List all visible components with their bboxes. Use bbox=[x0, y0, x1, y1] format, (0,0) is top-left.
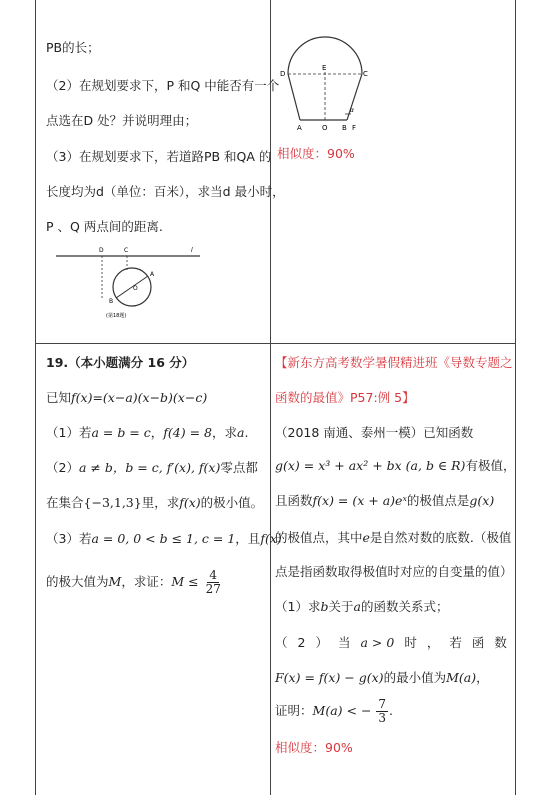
l9-math-b: M(a) < − bbox=[312, 703, 372, 718]
example-line9 bbox=[275, 697, 393, 725]
fig-label-B: B bbox=[342, 124, 347, 132]
problem18-text-line4: （3）在规划要求下，若道路PB 和QA 的 bbox=[46, 149, 272, 164]
p1-math-f: a bbox=[237, 425, 245, 440]
l2-formula: g(x) = x³ + ax² + bx (a, b ∈ R) bbox=[275, 458, 466, 473]
p2-text-d: 在集合 bbox=[46, 495, 84, 510]
example-line6 bbox=[275, 599, 448, 615]
l4-text-c: 是自然对数的底数.（极值 bbox=[369, 530, 512, 545]
l9-end: . bbox=[389, 703, 394, 718]
cell-right-bottom bbox=[271, 344, 515, 795]
p1-text-g: . bbox=[244, 425, 249, 440]
l7-w4: 当 bbox=[337, 635, 351, 650]
fig-label-F: F bbox=[352, 124, 357, 132]
p2-text-f: 里，求 bbox=[141, 495, 180, 510]
p2-math-g: f(x) bbox=[179, 495, 201, 510]
example-line3 bbox=[275, 493, 494, 509]
p3-math-b: a = 0, 0 < b ≤ 1, c = 1 bbox=[91, 531, 236, 546]
problem19-part1 bbox=[46, 425, 248, 441]
l9-text-a: 证明： bbox=[275, 703, 313, 718]
p1-math-b: a = b = c bbox=[91, 425, 151, 440]
fig18-label-O: O bbox=[133, 285, 138, 292]
fraction-7-3 bbox=[376, 698, 388, 725]
source-line1: 【新东方高考数学暑假精进班《导数专题之 bbox=[275, 355, 513, 370]
l7-w6: 时 bbox=[404, 635, 417, 650]
fig18-label-C: C bbox=[124, 247, 129, 254]
fraction-numerator: 4 bbox=[209, 568, 218, 582]
p3-text-c: ，且 bbox=[235, 531, 261, 546]
similarity-score-bottom: 相似度：90% bbox=[275, 740, 353, 755]
source-line2: 函数的最值》P57:例 5】 bbox=[275, 390, 415, 405]
p2-text-c: 零点都 bbox=[220, 460, 258, 475]
l8-text-d: ， bbox=[476, 670, 489, 685]
fig-label-C: C bbox=[363, 70, 368, 78]
example-line1: （2018 南通、泰州一模）已知函数 bbox=[275, 425, 474, 440]
problem19-part2-line2 bbox=[46, 495, 263, 511]
l4-text-a: 的极值点，其中 bbox=[275, 530, 363, 545]
p2-math-e: {−3,1,3} bbox=[83, 495, 142, 510]
fraction-denominator: 27 bbox=[205, 582, 221, 596]
fig18-label-B: B bbox=[109, 298, 114, 305]
table-border-right bbox=[515, 0, 516, 795]
fig-label-E: E bbox=[322, 64, 327, 72]
l3-math-c: g(x) bbox=[469, 493, 495, 508]
fig18-label-D: D bbox=[99, 247, 104, 254]
fig18-label-A: A bbox=[150, 271, 155, 278]
fig-label-A: A bbox=[297, 124, 302, 132]
p1-text-c: ， bbox=[150, 425, 164, 440]
l7-w2: 2 bbox=[297, 635, 306, 650]
p3-math-d: f(x) bbox=[260, 531, 282, 546]
cell-left-top bbox=[36, 0, 285, 343]
cell-left-bottom bbox=[36, 344, 282, 795]
l6-text-c: 关于 bbox=[328, 599, 354, 614]
l3-text-b: 的极值点是 bbox=[406, 493, 470, 508]
l4-math-b: e bbox=[362, 530, 370, 545]
fraction-4-27 bbox=[204, 569, 223, 596]
problem18-text-line2: （2）在规划要求下，P 和Q 中能否有一个 bbox=[46, 78, 280, 93]
fig-label-alpha: α bbox=[350, 107, 354, 114]
l7-w3: ） bbox=[315, 635, 328, 650]
example-line7 bbox=[275, 635, 507, 651]
problem19-part3-line2 bbox=[46, 568, 224, 596]
problem19-part2-line1 bbox=[46, 460, 258, 476]
l7-w9: 函 bbox=[471, 635, 485, 650]
l8-text-b: 的最小值为 bbox=[383, 670, 447, 685]
problem18-figure bbox=[50, 240, 210, 320]
problem19-heading: 19.（本小题满分 16 分） bbox=[46, 355, 195, 370]
problem18-text-line3: 点选在D 处？并说明理由； bbox=[46, 113, 198, 128]
similar-problem-figure bbox=[279, 2, 369, 134]
problem18-text-line5: 长度均为d（单位：百米），求当d 最小时， bbox=[46, 184, 285, 199]
problem19-part3-line1 bbox=[46, 531, 282, 547]
p3-text-a: （3）若 bbox=[46, 531, 92, 546]
example-line5: 点是指函数取得极值时对应的自变量的值） bbox=[275, 564, 513, 579]
l7-w1: （ bbox=[275, 635, 288, 650]
l2-tail: 有极值， bbox=[465, 458, 516, 473]
given-prefix: 已知 bbox=[46, 390, 72, 405]
example-line4 bbox=[275, 530, 511, 546]
p2-text-a: （2） bbox=[46, 460, 79, 475]
p2-text-h: 的极小值。 bbox=[200, 495, 264, 510]
l7-w10: 数 bbox=[494, 635, 507, 650]
problem18-text-line1: PB的长； bbox=[46, 40, 100, 55]
l3-formula: f(x) = (x + a)eˣ bbox=[312, 493, 407, 508]
l7-w5: a > 0 bbox=[360, 635, 395, 650]
p3-text-g: ，求证： bbox=[121, 574, 172, 589]
p2-math-b: a ≠ b，b = c, f′(x), f(x) bbox=[78, 460, 221, 475]
fig18-label-l: l bbox=[191, 247, 193, 254]
l7-w8: 若 bbox=[449, 635, 462, 650]
p1-text-a: （1）若 bbox=[46, 425, 92, 440]
fig-label-O: O bbox=[322, 124, 328, 132]
fig18-caption: (第18题) bbox=[106, 313, 127, 319]
problem18-text-line6: P 、Q 两点间的距离. bbox=[46, 219, 163, 234]
l3-text-a: 且函数 bbox=[275, 493, 313, 508]
p3-text-e: 的极大值为 bbox=[46, 574, 109, 589]
l8-math-c: M(a) bbox=[446, 670, 477, 685]
given-formula: f(x)=(x−a)(x−b)(x−c) bbox=[71, 390, 208, 405]
similarity-score-top: 相似度：90% bbox=[277, 146, 355, 161]
fig-label-D: D bbox=[280, 70, 286, 78]
p1-text-e: ，求 bbox=[211, 425, 237, 440]
l7-w7: ， bbox=[426, 635, 440, 650]
fraction-numerator: 7 bbox=[378, 697, 387, 711]
l8-formula: F(x) = f(x) − g(x) bbox=[275, 670, 384, 685]
example-line8 bbox=[275, 670, 489, 686]
l6-text-a: （1）求 bbox=[275, 599, 321, 614]
problem19-given bbox=[46, 390, 207, 406]
l6-text-e: 的函数关系式； bbox=[360, 599, 449, 614]
p3-math-f: M bbox=[108, 574, 122, 589]
example-line2 bbox=[275, 458, 515, 474]
l6-math-b: b bbox=[320, 599, 329, 614]
p1-math-d: f(4) = 8 bbox=[163, 425, 212, 440]
l6-math-d: a bbox=[353, 599, 361, 614]
fraction-denominator: 3 bbox=[378, 711, 387, 725]
cell-right-top bbox=[271, 0, 515, 343]
p3-math-h: M ≤ bbox=[171, 574, 199, 589]
